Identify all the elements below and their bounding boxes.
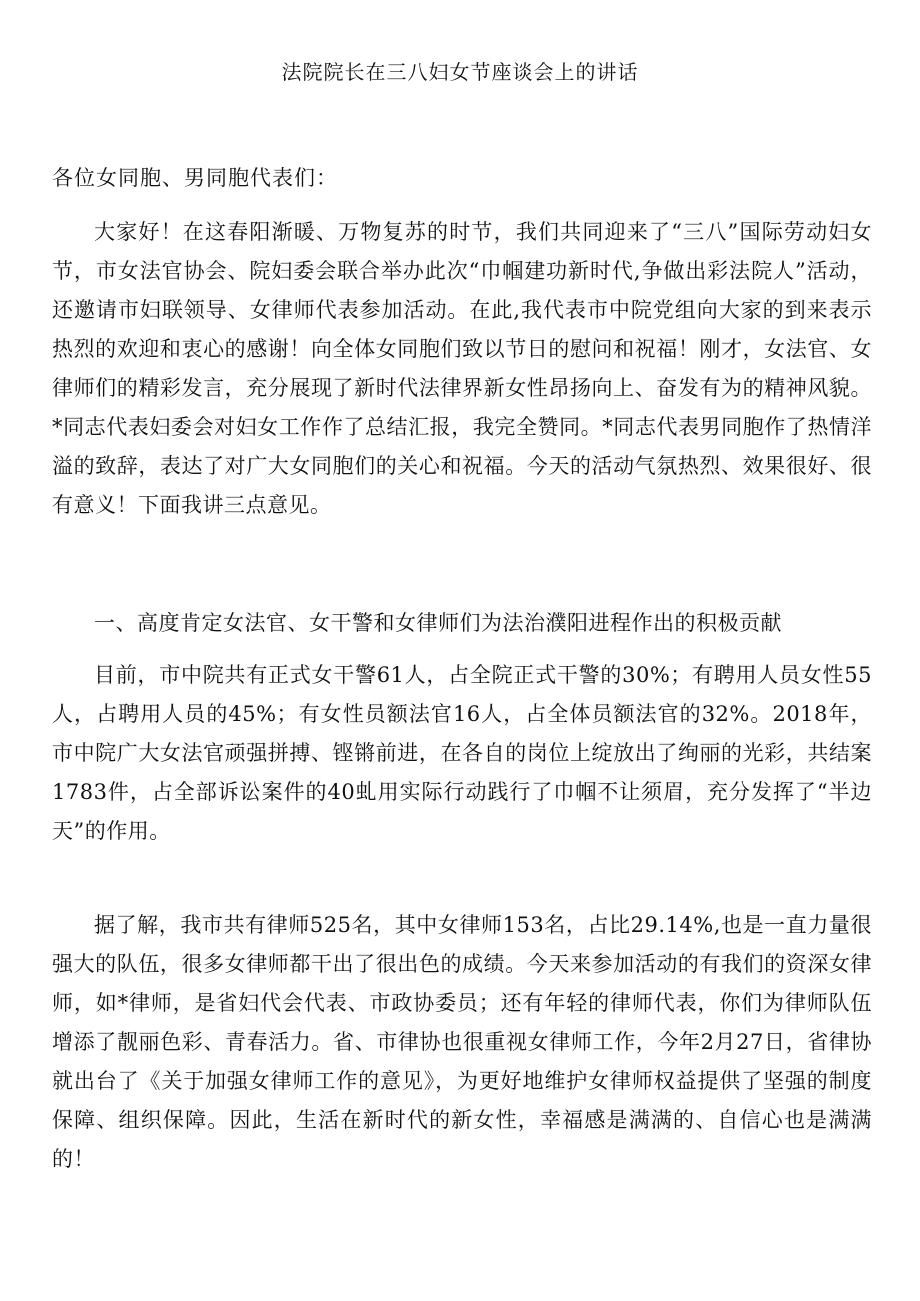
paragraph-court-stats: 目前，市中院共有正式女干警61人，占全院正式干警的30%；有聘用人员女性55人，占聘用人员的45%；有女性员额法官16人，占全体员额法官的32%。2018年，市中院广大女法官顽强拼搏、铿锵前进，在各自的岗位上绽放出了绚丽的光彩，共结案1783件，占全部诉讼案件的40虬用实际行动践行了巾帼不让须眉，充分发挥了“半边天”的作用。 (52, 663, 872, 843)
salutation: 各位女同胞、男同胞代表们： (52, 166, 338, 190)
paragraph-lawyer-stats: 据了解，我市共有律师525名，其中女律师153名，占比29.14%,也是一直力量很强大的队伍，很多女律师都干出了很出色的成绩。今天来参加活动的有我们的资深女律师，如*律师，是省妇代会代表、市政协委员；还有年轻的律师代表，你们为律师队伍增添了靓丽色彩、青春活力。省、市律协也很重视女律师工作，今年2月27日，省律协就出台了《关于加强女律师工作的意见》，为更好地维护女律师权益提供了坚强的制度保障、组织保障。因此，生活在新时代的新女性，幸福感是满满的、自信心也是满满的！ (52, 913, 872, 1171)
document-title: 法院院长在三八妇女节座谈会上的讲话 (281, 60, 639, 84)
section-heading-1: 一、高度肯定女法官、女干警和女律师们为法治濮阳进程作出的积极贡献 (94, 611, 782, 635)
paragraph-opening: 大家好！在这春阳渐暖、万物复苏的时节，我们共同迎来了“三八”国际劳动妇女节，市女法官协会、院妇委会联合举办此次“巾帼建功新时代,争做出彩法院人”活动，还邀请市妇联领导、女律师代表参加活动。在此,我代表市中院党组向大家的到来表示热烈的欢迎和衷心的感谢！向全体女同胞们致以节日的慰问和祝福！刚才，女法官、女律师们的精彩发言，充分展现了新时代法律界新女性昂扬向上、奋发有为的精神风貌。*同志代表妇委会对妇女工作作了总结汇报，我完全赞同。*同志代表男同胞作了热情洋溢的致辞，表达了对广大女同胞们的关心和祝福。今天的活动气氛热烈、效果很好、很有意义！下面我讲三点意见。 (52, 220, 872, 517)
